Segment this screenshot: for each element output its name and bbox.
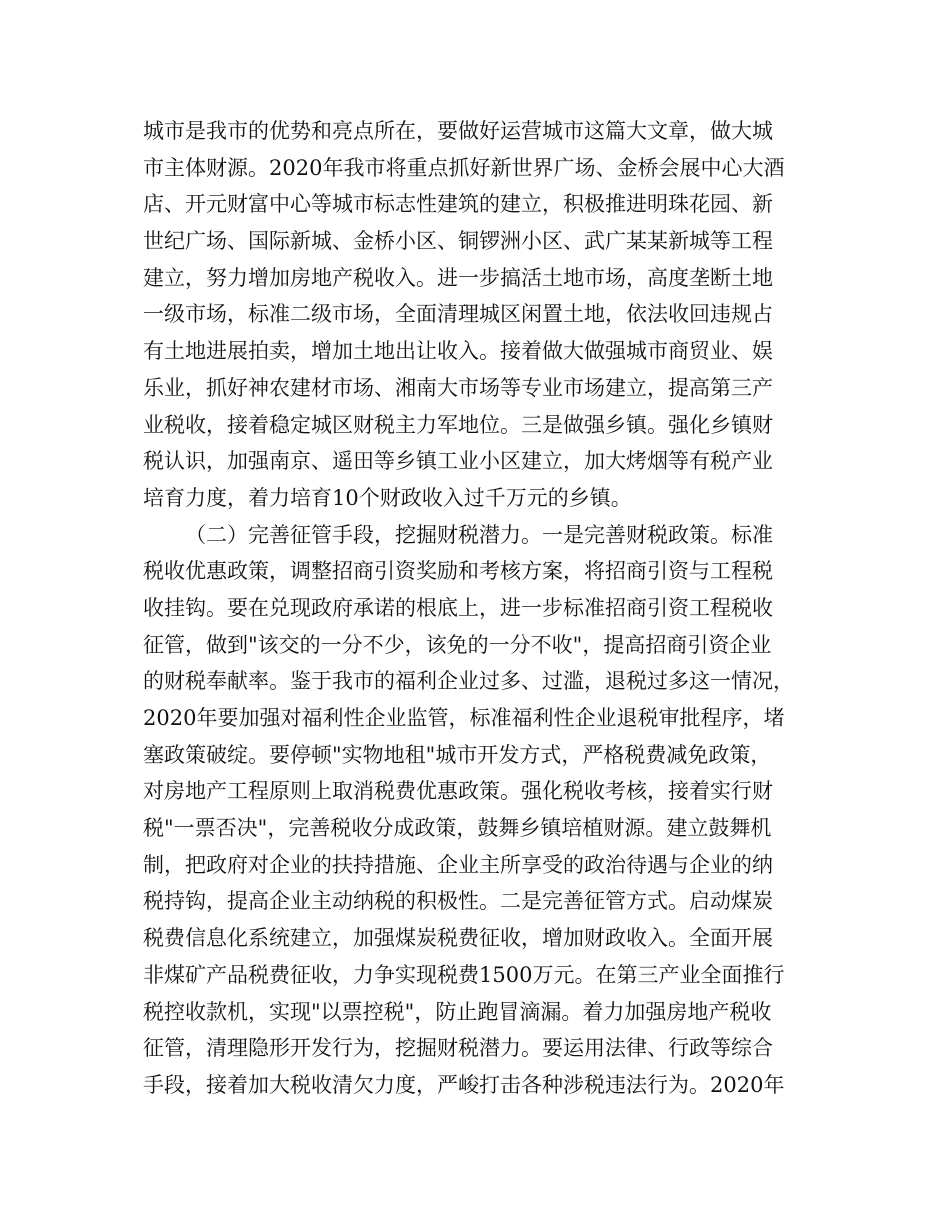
text-line: 征管，做到"该交的一分不少，该免的一分不收"，提高招商引资企业 bbox=[143, 632, 772, 657]
text-line: 乐业，抓好神农建材市场、湘南大市场等专业市场建立，提高第三产 bbox=[143, 375, 773, 400]
text-line: 制，把政府对企业的扶持措施、企业主所享受的政治待遇与企业的纳 bbox=[143, 852, 773, 877]
text-line: 非煤矿产品税费征收，力争实现税费1500万元。在第三产业全面推行 bbox=[143, 962, 785, 987]
text-line: 市主体财源。2020年我市将重点抓好新世界广场、金桥会展中心大酒 bbox=[143, 155, 785, 180]
text-line: 店、开元财富中心等城市标志性建筑的建立，积极推进明珠花园、新 bbox=[143, 192, 773, 217]
text-line: 城市是我市的优势和亮点所在，要做好运营城市这篇大文章，做大城 bbox=[143, 119, 773, 143]
text-line: 税收优惠政策，调整招商引资奖励和考核方案，将招商引资与工程税 bbox=[143, 559, 773, 584]
text-line: （二）完善征管手段，挖掘财税潜力。一是完善财税政策。标准 bbox=[185, 522, 773, 547]
text-line: 一级市场，标准二级市场，全面清理城区闲置土地，依法收回违规占 bbox=[143, 302, 773, 327]
text-line: 建立，努力增加房地产税收入。进一步搞活土地市场，高度垄断土地 bbox=[143, 265, 773, 290]
document-body bbox=[143, 113, 823, 1104]
text-line: 对房地产工程原则上取消税费优惠政策。强化税收考核，接着实行财 bbox=[143, 779, 773, 804]
text-line: 税"一票否决"，完善税收分成政策，鼓舞乡镇培植财源。建立鼓舞机 bbox=[143, 816, 772, 841]
text-line: 税控收款机，实现"以票控税"，防止跑冒滴漏。着力加强房地产税收 bbox=[143, 999, 772, 1024]
paragraph bbox=[143, 517, 823, 1104]
text-line: 世纪广场、国际新城、金桥小区、铜锣洲小区、武广某某新城等工程 bbox=[143, 229, 773, 254]
text-line: 2020年要加强对福利性企业监管，标准福利性企业退税审批程序，堵 bbox=[143, 706, 785, 730]
text-line: 税认识，加强南京、遥田等乡镇工业小区建立，加大烤烟等有税产业 bbox=[143, 449, 773, 474]
text-line: 业税收，接着稳定城区财税主力军地位。三是做强乡镇。强化乡镇财 bbox=[143, 412, 773, 437]
text-line: 手段，接着加大税收清欠力度，严峻打击各种涉税违法行为。2020年 bbox=[143, 1072, 785, 1097]
text-line: 税费信息化系统建立，加强煤炭税费征收，增加财政收入。全面开展 bbox=[143, 926, 773, 951]
text-line: 税持钩，提高企业主动纳税的积极性。二是完善征管方式。启动煤炭 bbox=[143, 889, 773, 914]
paragraph bbox=[143, 113, 823, 517]
text-line: 培育力度，着力培育10个财政收入过千万元的乡镇。 bbox=[143, 485, 632, 510]
text-line: 收挂钩。要在兑现政府承诺的根底上，进一步标准招商引资工程税收 bbox=[143, 595, 773, 620]
text-line: 塞政策破绽。要停顿"实物地租"城市开发方式，严格税费减免政策， bbox=[143, 742, 772, 767]
text-line: 的财税奉献率。鉴于我市的福利企业过多、过滥，退税过多这一情况， bbox=[143, 669, 794, 694]
text-line: 有土地进展拍卖，增加土地出让收入。接着做大做强城市商贸业、娱 bbox=[143, 339, 773, 364]
text-line: 征管，清理隐形开发行为，挖掘财税潜力。要运用法律、行政等综合 bbox=[143, 1036, 773, 1061]
